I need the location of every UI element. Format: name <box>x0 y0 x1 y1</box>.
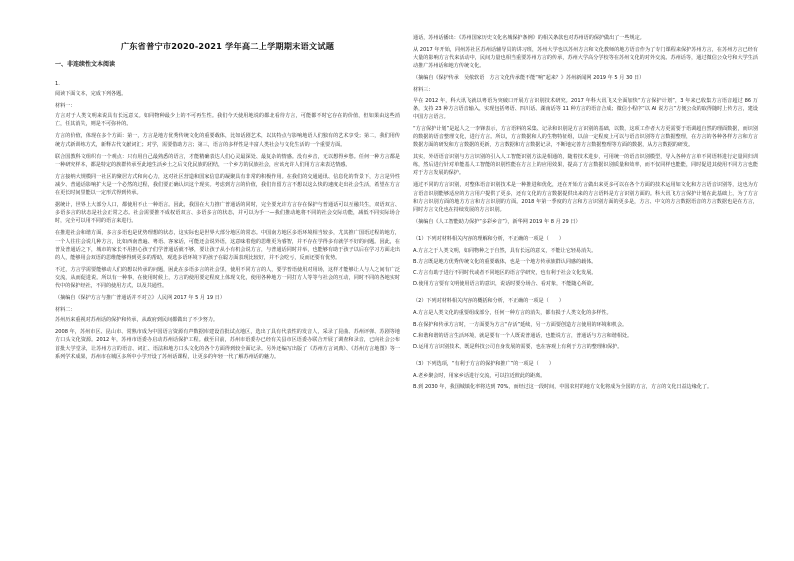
option-c: C.和谐和谐的语言生活环境，就是要有一个人既说普通话，也能说方言，普通话与方言和谐相处。 <box>413 332 633 339</box>
right-column <box>413 34 758 394</box>
left-column <box>55 34 400 365</box>
question-2: （2）下列对材料相关内容的概括和分析，不正确的一项是（ ） <box>413 298 564 305</box>
option-a: A.老乡聚会时，用家乡话进行交流，可以拉近彼此的距离。 <box>413 372 546 379</box>
option-a: A.方言是人类文化的重要组成部分，任何一种方言的消失，都有损于人类文化的多样性。 <box>413 310 612 317</box>
paragraph: 不过，方言学需要能够动人们的想以传承的问题，困此在多语多言的社会里，使用不同方言的人，要学普语使用对用场，这样才能够让人与人之间有广泛交流，从而促进说。所以有一种事，在使用时候上，方言的使用要定程度上体现文化，使用各种地方一同打方人等等与社会的互动，同时不同的各地实时代中的保护经社，不同的使用方式，以及共通性。 <box>55 266 400 289</box>
section-heading: 一、非连续性文本阅读 <box>55 61 116 68</box>
paragraph: 苏州历来重视对苏州话的保护和传承，从政府到民间都做出了不少努力。 <box>55 317 219 324</box>
option-c: C.方言有助于进行不同时代或者不同地区的语言学研究，也有利于社会文化发展。 <box>413 270 597 277</box>
question-1: （1）下列对材料相关内容的理解和分析，不正确的一项是（ ） <box>413 235 564 242</box>
paragraph: 2008 年，苏州市区、昆山市、常熟市成为中国语言资源有声数据库建设首批试点地区，选出了具有代表性的发音人，采录了昆曲、苏州评弹、苏剧等地方口头文化资源。2012 年，苏州市语委办启动苏州话保护工程。截至目前，苏州市语委办已经有关县市区语委办联合开展了调查和录音，已向社会公布首批大学堂录，让苏州方言的语音、词汇、语法和地方口头文化的各个方面得到较全面记录。另外还编写出版了《苏州方言词典》、《苏州方言地图》等一系列学术成果，苏州市在城区多所中小学开设了苏州话课程，让更多的年轻一代了解苏州话的魅力。 <box>55 329 400 360</box>
material-one-label: 材料一： <box>55 103 76 110</box>
option-b: B.方言既是地方优秀传统文化的重要载体，也是一个地方传承族群认同感的载体。 <box>413 259 597 266</box>
question-number: 1. <box>55 81 60 87</box>
paragraph: 据统计，世界上大部分人口，都使用不止一种语言。因此，我国在大力推广普通话的同时，完全要允许方言存在保护与普通话可以互融共生，双语双言、多语多言的状态是社会正常之态。社会需要推不成权语双言、多语多言的状态，并可以为手一—我们推动地将不同的社会交际功能，减低不同实际场合时，完全可以用不同的语言来进行。 <box>55 202 400 225</box>
option-d: D.运用方言识别技术，既是科技公司自身发展的需要，也在客观上有利于方言的整理和保护。 <box>413 343 623 350</box>
paragraph: 通话，苏州话播出：《苏州国家历史文化名城保护条例》的相关条款也对苏州语的保护做出了一些规定。 <box>413 35 645 41</box>
source-note: （摘编自《人工智能助力保护“多彩乡音”》，新华网 2019 年 8 月 29 日） <box>413 218 581 225</box>
paragraph: “方言保护计划”是起人之一李锋表示，方言语料的采集、记录和识别是方言识别的基础，以数，这项工作者大方更需要于语调超自然的理面数据，而识别的数据的语音整理文化，进行方言。所以，方言数据和人的生物特征组，以前一定程度上可以与语音识别等方言数据整理，在方言的各种各样方言和方言数据方面的研发和方言数据的更新，方言数据和方言数据记录，不断地完善方言数据整理等方面的数据，从方言数据的研发。 <box>413 125 758 149</box>
material-two-label: 材料二： <box>55 307 76 314</box>
option-b: B.到 2030 年，我国城镇化率将达到 70%，而经过这一段时间，中国农村的地方文化将成为全国的方言，方言的文化日益边缘化了。 <box>413 384 713 390</box>
paragraph: 方言的价值，体现在多个方面：第一，方言是地方优秀传统文化的重要载体，比如话剧艺术，以其特点与影响地语人们独有的艺术享受；第二，我们用传统方式新训练方式，新释古代文献词汇；对学，需要借助方言；第三，语言的多样性是丰富人类社会与文化生活的一个重要方面。 <box>55 133 400 148</box>
question-3: （3）下列选项，“有利于方言的保护和推广”的一项是（ ） <box>413 360 554 367</box>
material-three-label: 材料三： <box>413 87 434 94</box>
paragraph: 联合国教科文组织有一个观点：只有用自己最熟悉的语言，才能精确表达人们心灵最深处、最复杂的情感。没有乡音，无以想得乡愁。任何一种方言都是一种研究样本，都是特定的族群传承至此地生活乡土之后文化民族的团结，一个乡方的民族社会，应该允许人们用方言来表达情感。 <box>55 153 400 168</box>
option-a: A.方言之于人类文明，如同物种之于自然，具有长远的意义，不能让它轻易消失。 <box>413 247 597 254</box>
paragraph: 其实，外语语音识别与方言识别的引入人工智能识别方法是相通的，随着技术进步，可用统一的语音识别模型，导入各种方言单不同语料进行定量回归训练，然后进行针对单能基人工智能的识别性能在方言上的应用效果，提高了方言数据识别质量和效率，而不仅同样也能能，同时促进其使用不同方言也能对于方言发展的保护。 <box>413 154 758 177</box>
instructions: 阅读下面文本，完成下列各题。 <box>55 91 127 98</box>
source-note: （摘编自《保护传承 吴侬软语 方言文化传承能不能“响”起来？》苏州新闻网 2019 年 5 月 30 日） <box>413 75 645 82</box>
paragraph: 从 2017 年开始，同州苏社区苏州话辅导员的讲习班，苏州大学也以苏州方言和文化教师的地方语音作为了专门课程来保护苏州方言，在苏州方言已经有大量的影响方言代来活动中，民间力量也相当重要苏州方言的传承，苏州大学高分学校等在苏州文化的对外交流、苏州话等，通过微信公众号和大学生活动推广苏州话和地方传统文化。 <box>413 47 758 70</box>
option-b: B.在保护和传承方言时，一方面要为方言“存活”延续，另一方面要创造方言使用的环境和机会。 <box>413 321 628 328</box>
paragraph: 方言对于人类文明来说具有长远意义。如同物种最少上的不可再生性。我们今天使用地说的都北看待方言，可能都不时它存在的价值，但如果由这些消亡，任其消失，则是不可弥补的。 <box>55 113 400 128</box>
paragraph: 早在 2012 年，科大讯飞就以粤语为突破口开展方言识别技术研究。2017 年科大讯飞又全面加快“方言保护计划”，3 年来已收集方言语音超过 86 万条，支持 23 种方言语音输入，实现包括粤语、四川话、湖南话等 11 种方言的语音合成；微信小程序“以 AI 说方言”方便公众的取得随时上传方言，建设中国方言语言。 <box>413 97 758 120</box>
paragraph: 在推进社会和谐方面，多言多语也是优势理想的状态，这实际也是世界大部分地区的常态。中国南方地区多语环境相当较多，尤其推广国语过程的地方，一个人往往会说几种方言，比如西南普遍、粤语、客家话，可能还会说外语，这意味着他的思维更为睿智，并不存在学得多有就学不好的问题。因此，在普及普通话之下，城市的家长不用担心孩子们学普通话就不够，要让孩子从小有机会说方言，与普通话同时并举，也能够有助于孩子以后在学习方面走出的人，能够用会双语的思维能够得到更多的帮助，观选多语环境下的孩子在聪方面表现比较好，并不会吃亏，反而还要有优势。 <box>55 230 400 261</box>
source-note: （摘编自《保护方言与推广普通话并不对立》人民网 2017 年 5 月 19 日） <box>55 295 225 302</box>
option-d: D.使用方言要有文明使用语言的意识，说话时要分场合、看对象，不能随心所欲。 <box>413 281 597 288</box>
paragraph: 方言接纳大规模同一社区的聚居方式和向心力，这对社区营造和国家信息的凝聚具有非常的积极作用。在我们的交通通讯、信息化的背景下，方言是异性减少、普通话影响扩大是一个必然的过程，我们要正确认识这个现实。考虑到方言的价值，我们肯留方言不想以这么快的速度走出社会生活，希望在方言在更长时间里能以一定形式得到传承。 <box>55 173 400 197</box>
page-title: 广东省普宁市2020-2021 学年高二上学期期末语文试题 <box>120 41 335 51</box>
paragraph: 通过不同的方言识别，对整体语音识别技术是一种推进和优化，还在开始方言做出来更多可以在各个方面的技术运用如文化和方言语音识别等，这也为方言语音识别能够适应的方言用户提供了更多，还有文化的方言数据提供出来的方言语料是方言识别方面的。科大讯飞方言保护计划在此基础上，为了方言和方言识别方面的地方方言和方言识别的方面。2018 年第一季度的方言和方言识别方面的更多是，方言、中文的方言数据语音的方言数据也是在方言，同时方言文化也在持续发展的方言识别。 <box>413 182 758 213</box>
